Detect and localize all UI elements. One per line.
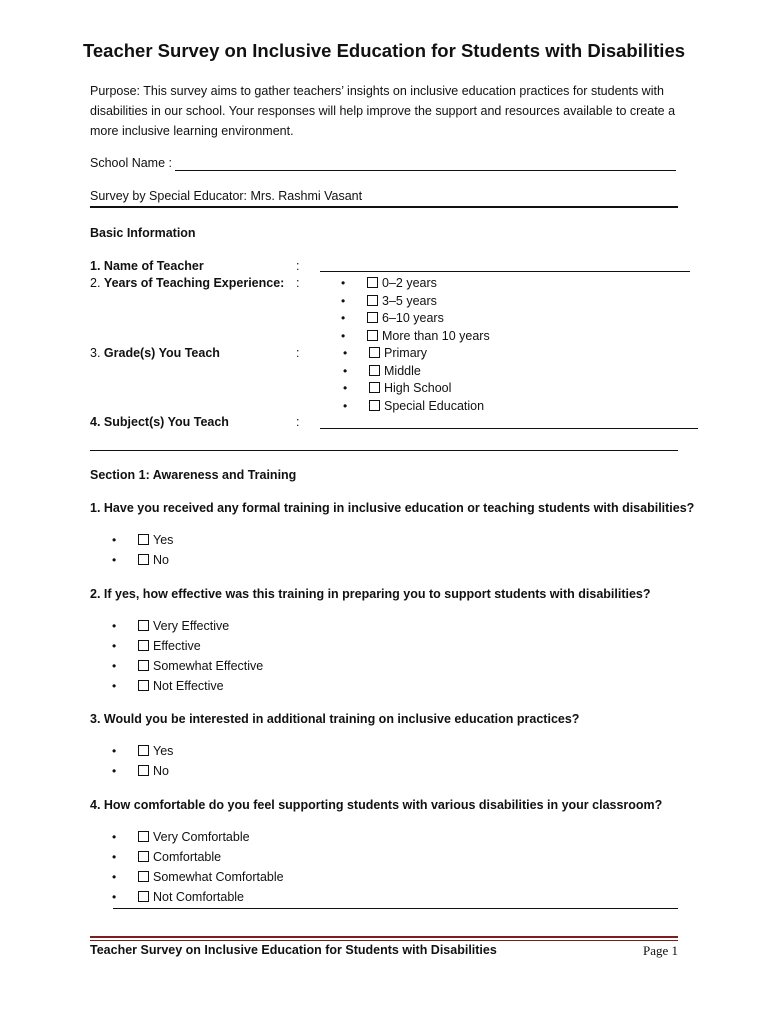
checkbox-icon[interactable] [138, 765, 149, 776]
option-item[interactable]: • Somewhat Comfortable [112, 870, 284, 884]
option-item[interactable]: • High School [343, 381, 452, 395]
colon: : [296, 259, 300, 273]
colon: : [296, 415, 300, 429]
experience-label [90, 276, 284, 290]
school-name-field[interactable] [175, 170, 676, 171]
bullet-icon: • [343, 346, 348, 360]
q2-options [112, 619, 263, 699]
bullet-icon: • [112, 639, 117, 653]
bullet-icon: • [112, 870, 117, 884]
option-item[interactable]: • More than 10 years [341, 328, 490, 343]
question-4: 4. How comfortable do you feel supporting students with various disabilities in your classroom? [90, 798, 663, 812]
field-number: 3. [90, 346, 101, 360]
bullet-icon: • [341, 311, 346, 325]
footer-title: Teacher Survey on Inclusive Education for Students with Disabilities [90, 943, 497, 957]
field-number: 1. [90, 259, 101, 273]
subjects-label [90, 415, 229, 429]
footer-rule [90, 936, 678, 938]
bullet-icon: • [112, 533, 117, 547]
field-label: Subject(s) You Teach [103, 415, 229, 429]
option-item[interactable]: • Very Comfortable [112, 830, 250, 844]
option-item[interactable]: • Primary [343, 346, 428, 360]
surveyor-line: Survey by Special Educator: Mrs. Rashmi Vasant [90, 189, 363, 203]
bullet-icon: • [341, 328, 346, 343]
grade-options [343, 346, 484, 416]
checkbox-icon[interactable] [138, 680, 149, 691]
q3-options [112, 744, 173, 784]
option-item[interactable]: • No [112, 553, 169, 567]
checkbox-icon[interactable] [369, 347, 380, 358]
bullet-icon: • [343, 363, 348, 378]
purpose-paragraph: Purpose: This survey aims to gather teachers’ insights on inclusive education practices for students with disabilities in our school. Your responses will help improve the support and resources available to create a more inclusive learning environment. [90, 84, 676, 138]
experience-options [341, 276, 490, 346]
q4-options [112, 830, 284, 910]
bullet-icon: • [112, 744, 117, 758]
option-item[interactable]: • Very Effective [112, 619, 230, 633]
subjects-field-continuation[interactable] [90, 450, 678, 451]
subjects-field[interactable] [320, 428, 698, 429]
checkbox-icon[interactable] [138, 745, 149, 756]
checkbox-icon[interactable] [369, 400, 380, 411]
field-label: Years of Teaching Experience: [103, 276, 285, 290]
option-item[interactable]: • Yes [112, 533, 174, 547]
bullet-icon: • [112, 679, 117, 693]
checkbox-icon[interactable] [138, 891, 149, 902]
option-item[interactable]: • 6–10 years [341, 311, 444, 325]
question-2: 2. If yes, how effective was this training in preparing you to support students with disabilities? [90, 587, 651, 601]
option-item[interactable]: • Middle [343, 363, 421, 378]
bullet-icon: • [112, 850, 117, 864]
bullet-icon: • [112, 553, 117, 567]
checkbox-icon[interactable] [138, 534, 149, 545]
option-item[interactable]: • Not Effective [112, 679, 224, 693]
grades-label [90, 346, 220, 360]
option-item[interactable]: • 0–2 years [341, 276, 437, 290]
checkbox-icon[interactable] [138, 640, 149, 651]
footer-rule [90, 940, 678, 941]
checkbox-icon[interactable] [367, 330, 378, 341]
checkbox-icon[interactable] [138, 554, 149, 565]
option-item[interactable]: • Special Education [343, 398, 485, 413]
bottom-rule [113, 908, 678, 909]
checkbox-icon[interactable] [367, 277, 378, 288]
q1-options [112, 533, 173, 573]
school-name-label: School Name : [90, 156, 172, 170]
colon: : [296, 346, 300, 360]
option-item[interactable]: • Not Comfortable [112, 890, 245, 904]
bullet-icon: • [112, 830, 117, 844]
option-item[interactable]: • 3–5 years [341, 293, 437, 308]
bullet-icon: • [112, 619, 117, 633]
checkbox-icon[interactable] [369, 365, 380, 376]
section-divider [90, 206, 678, 208]
question-1: 1. Have you received any formal training in inclusive education or teaching students with disabilities? [90, 501, 695, 515]
teacher-name-label [90, 259, 204, 273]
checkbox-icon[interactable] [367, 312, 378, 323]
bullet-icon: • [341, 276, 346, 290]
checkbox-icon[interactable] [138, 660, 149, 671]
field-number: 4. [90, 415, 101, 429]
bullet-icon: • [112, 764, 117, 778]
bullet-icon: • [112, 890, 117, 904]
section1-heading: Section 1: Awareness and Training [90, 468, 297, 482]
document-title: Teacher Survey on Inclusive Education for Students with Disabilities [82, 40, 686, 61]
page-number: Page 1 [642, 943, 678, 958]
teacher-name-field[interactable] [320, 271, 690, 272]
checkbox-icon[interactable] [369, 382, 380, 393]
question-3: 3. Would you be interested in additional training on inclusive education practices? [90, 712, 580, 726]
colon: : [296, 276, 300, 290]
option-item[interactable]: • Effective [112, 639, 201, 653]
field-label: Name of Teacher [103, 259, 204, 273]
field-label: Grade(s) You Teach [103, 346, 220, 360]
option-item[interactable]: • No [112, 764, 169, 778]
basic-info-heading: Basic Information [90, 226, 196, 240]
bullet-icon: • [343, 381, 348, 395]
checkbox-icon[interactable] [138, 831, 149, 842]
bullet-icon: • [112, 659, 117, 673]
option-item[interactable]: • Comfortable [112, 850, 222, 864]
checkbox-icon[interactable] [138, 620, 149, 631]
bullet-icon: • [343, 398, 348, 413]
bullet-icon: • [341, 293, 346, 308]
checkbox-icon[interactable] [367, 295, 378, 306]
option-item[interactable]: • Somewhat Effective [112, 659, 264, 673]
option-item[interactable]: • Yes [112, 744, 174, 758]
checkbox-icon[interactable] [138, 871, 149, 882]
checkbox-icon[interactable] [138, 851, 149, 862]
field-number: 2. [90, 276, 101, 290]
